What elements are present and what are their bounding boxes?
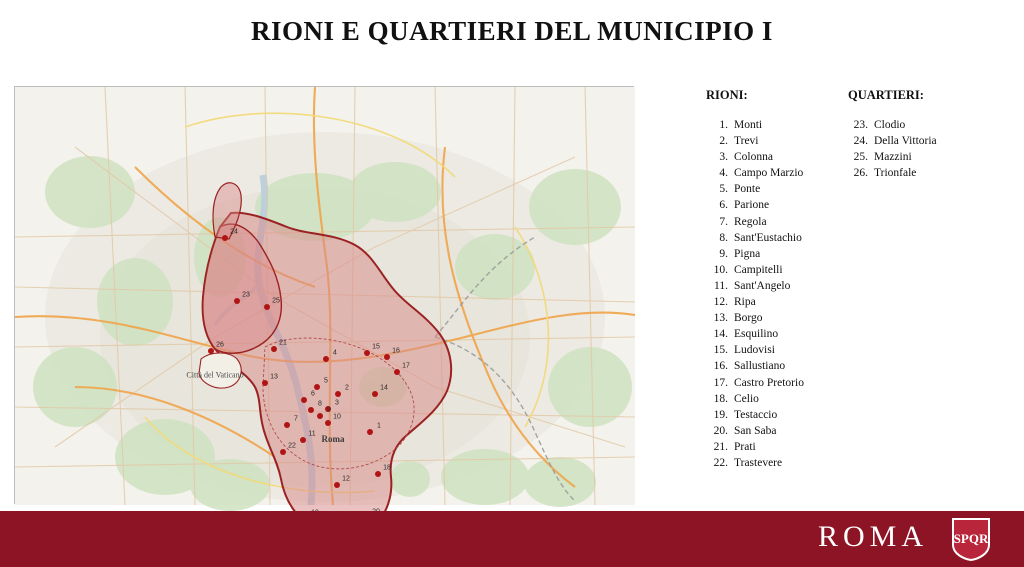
list-item bbox=[706, 181, 856, 197]
quartieri-list bbox=[846, 117, 996, 181]
list-item bbox=[706, 230, 856, 246]
list-item bbox=[706, 246, 856, 262]
map-marker-number: 12 bbox=[342, 475, 350, 483]
map-marker-number: 14 bbox=[380, 384, 388, 392]
map-marker-number: 11 bbox=[308, 430, 316, 438]
rione-number: 5. bbox=[719, 183, 728, 196]
map-marker-dot[interactable] bbox=[372, 391, 378, 397]
quartiere-number: 23. bbox=[853, 119, 868, 131]
list-item bbox=[706, 423, 856, 439]
map-marker-number: 17 bbox=[402, 362, 410, 370]
roma-crest-icon bbox=[950, 517, 992, 561]
map-marker-dot[interactable] bbox=[301, 397, 307, 403]
map-marker-dot[interactable] bbox=[264, 304, 270, 310]
rione-name: Borgo bbox=[734, 312, 763, 325]
map-marker-number: 15 bbox=[372, 343, 380, 351]
rione-name: Sallustiano bbox=[734, 360, 786, 373]
rione-name: Pigna bbox=[734, 247, 761, 260]
quartiere-name: Della Vittoria bbox=[874, 135, 937, 148]
rione-number: 16. bbox=[713, 360, 728, 373]
rione-name: Colonna bbox=[734, 151, 773, 164]
map-marker-dot[interactable] bbox=[300, 437, 306, 443]
map-marker-dot[interactable] bbox=[394, 369, 400, 375]
rione-number: 10. bbox=[713, 263, 728, 276]
rione-number: 18. bbox=[713, 392, 728, 405]
rione-name: Esquilino bbox=[734, 328, 779, 341]
rione-number: 12. bbox=[713, 296, 728, 309]
list-item bbox=[706, 165, 856, 181]
map-marker-number: 6 bbox=[311, 390, 315, 398]
map-marker-number: 4 bbox=[333, 349, 337, 357]
list-item bbox=[706, 391, 856, 407]
list-item bbox=[706, 358, 856, 374]
map-marker-dot[interactable] bbox=[284, 422, 290, 428]
list-item bbox=[706, 117, 856, 133]
list-item bbox=[706, 342, 856, 358]
rioni-heading: RIONI: bbox=[706, 88, 748, 102]
rione-number: 22. bbox=[713, 456, 728, 469]
footer-brand-text: ROMA bbox=[817, 520, 928, 553]
map-marker-dot[interactable] bbox=[308, 407, 314, 413]
rione-name: Trastevere bbox=[734, 456, 783, 469]
rione-name: Campitelli bbox=[734, 263, 783, 276]
map-marker-number: 9 bbox=[327, 406, 331, 414]
map-marker-number: 22 bbox=[288, 442, 296, 450]
list-item bbox=[706, 214, 856, 230]
map-marker-dot[interactable] bbox=[271, 346, 277, 352]
list-item bbox=[706, 439, 856, 455]
rione-number: 2. bbox=[719, 135, 728, 148]
map-vatican-label: Città del Vaticano bbox=[186, 370, 244, 380]
rione-number: 3. bbox=[719, 151, 728, 164]
page-title: RIONI E QUARTIERI DEL MUNICIPIO I bbox=[251, 16, 773, 46]
map-marker-dot[interactable] bbox=[314, 384, 320, 390]
map-marker-dot[interactable] bbox=[323, 356, 329, 362]
map-marker-dot[interactable] bbox=[375, 471, 381, 477]
rione-number: 15. bbox=[713, 344, 728, 357]
rione-name: Ponte bbox=[734, 183, 761, 196]
rione-name: Prati bbox=[734, 440, 756, 453]
map-container[interactable] bbox=[14, 86, 634, 504]
rione-name: Trevi bbox=[734, 135, 759, 148]
rione-name: Castro Pretorio bbox=[734, 376, 804, 389]
map-marker-dot[interactable] bbox=[262, 380, 268, 386]
rione-name: Celio bbox=[734, 392, 759, 405]
list-item bbox=[706, 149, 856, 165]
rione-name: San Saba bbox=[734, 424, 777, 437]
quartiere-name: Clodio bbox=[874, 119, 906, 131]
map-marker-number: 1 bbox=[377, 422, 381, 430]
map-marker-number: 25 bbox=[272, 297, 280, 305]
map-marker-number: 26 bbox=[216, 341, 224, 349]
rione-number: 13. bbox=[713, 312, 728, 325]
map-marker-number: 16 bbox=[392, 347, 400, 355]
map-marker-number: 5 bbox=[324, 377, 328, 385]
list-item bbox=[846, 149, 996, 165]
rione-number: 17. bbox=[713, 376, 728, 389]
map-marker-number: 8 bbox=[318, 400, 322, 408]
list-item bbox=[706, 407, 856, 423]
map-marker-dot[interactable] bbox=[222, 235, 228, 241]
list-item bbox=[846, 133, 996, 149]
map-marker-dot[interactable] bbox=[384, 354, 390, 360]
rione-name: Ripa bbox=[734, 296, 756, 309]
map-marker-dot[interactable] bbox=[367, 429, 373, 435]
map-marker-dot[interactable] bbox=[364, 350, 370, 356]
quartiere-number: 26. bbox=[853, 167, 868, 180]
rione-number: 6. bbox=[719, 199, 728, 212]
map-marker-dot[interactable] bbox=[325, 420, 331, 426]
map-marker-number: 21 bbox=[279, 339, 287, 347]
rione-number: 14. bbox=[713, 328, 728, 341]
rione-name: Monti bbox=[734, 119, 763, 131]
rione-name: Ludovisi bbox=[734, 344, 775, 357]
list-item bbox=[706, 197, 856, 213]
quartiere-number: 25. bbox=[853, 151, 868, 164]
map-city-label: Roma bbox=[321, 434, 345, 444]
list-item bbox=[706, 326, 856, 342]
map-marker-number: 3 bbox=[335, 399, 339, 407]
map-marker-number: 24 bbox=[230, 228, 238, 236]
list-item bbox=[706, 375, 856, 391]
map-marker-number: 10 bbox=[333, 413, 341, 421]
map-marker-dot[interactable] bbox=[208, 348, 214, 354]
map-marker-dot[interactable] bbox=[335, 391, 341, 397]
map-marker-number: 7 bbox=[294, 415, 298, 423]
rione-name: Sant'Angelo bbox=[734, 279, 791, 292]
list-item bbox=[846, 165, 996, 181]
quartiere-name: Mazzini bbox=[874, 151, 912, 164]
rione-number: 20. bbox=[713, 424, 728, 437]
quartieri-heading: QUARTIERI: bbox=[848, 88, 924, 102]
rione-number: 9. bbox=[719, 247, 728, 260]
rione-number: 1. bbox=[719, 119, 728, 131]
rione-number: 19. bbox=[713, 408, 728, 421]
rione-number: 8. bbox=[719, 231, 728, 244]
rioni-list bbox=[706, 117, 856, 471]
list-item bbox=[706, 455, 856, 471]
list-item bbox=[706, 262, 856, 278]
rione-number: 4. bbox=[719, 167, 728, 180]
rione-name: Sant'Eustachio bbox=[734, 231, 802, 244]
map-marker-number: 23 bbox=[242, 291, 250, 299]
map-marker-number: 2 bbox=[345, 384, 349, 392]
list-item bbox=[706, 278, 856, 294]
map-marker-number: 13 bbox=[270, 373, 278, 381]
quartiere-name: Trionfale bbox=[874, 167, 917, 180]
list-item bbox=[706, 294, 856, 310]
footer-bar bbox=[0, 511, 1024, 567]
map-marker-dot[interactable] bbox=[280, 449, 286, 455]
list-item bbox=[846, 117, 996, 133]
map-marker-dot[interactable] bbox=[234, 298, 240, 304]
map-marker-dot[interactable] bbox=[317, 413, 323, 419]
rione-number: 7. bbox=[719, 215, 728, 228]
rione-name: Campo Marzio bbox=[734, 167, 804, 180]
rione-name: Parione bbox=[734, 199, 770, 212]
rione-number: 21. bbox=[713, 440, 728, 453]
map-marker-dot[interactable] bbox=[334, 482, 340, 488]
quartiere-number: 24. bbox=[853, 135, 868, 148]
rione-name: Regola bbox=[734, 215, 767, 228]
list-item bbox=[706, 310, 856, 326]
map-marker-number: 18 bbox=[383, 464, 391, 472]
list-item bbox=[706, 133, 856, 149]
rione-name: Testaccio bbox=[734, 408, 778, 421]
rione-number: 11. bbox=[714, 279, 728, 292]
svg-text:SPQR: SPQR bbox=[953, 531, 989, 546]
